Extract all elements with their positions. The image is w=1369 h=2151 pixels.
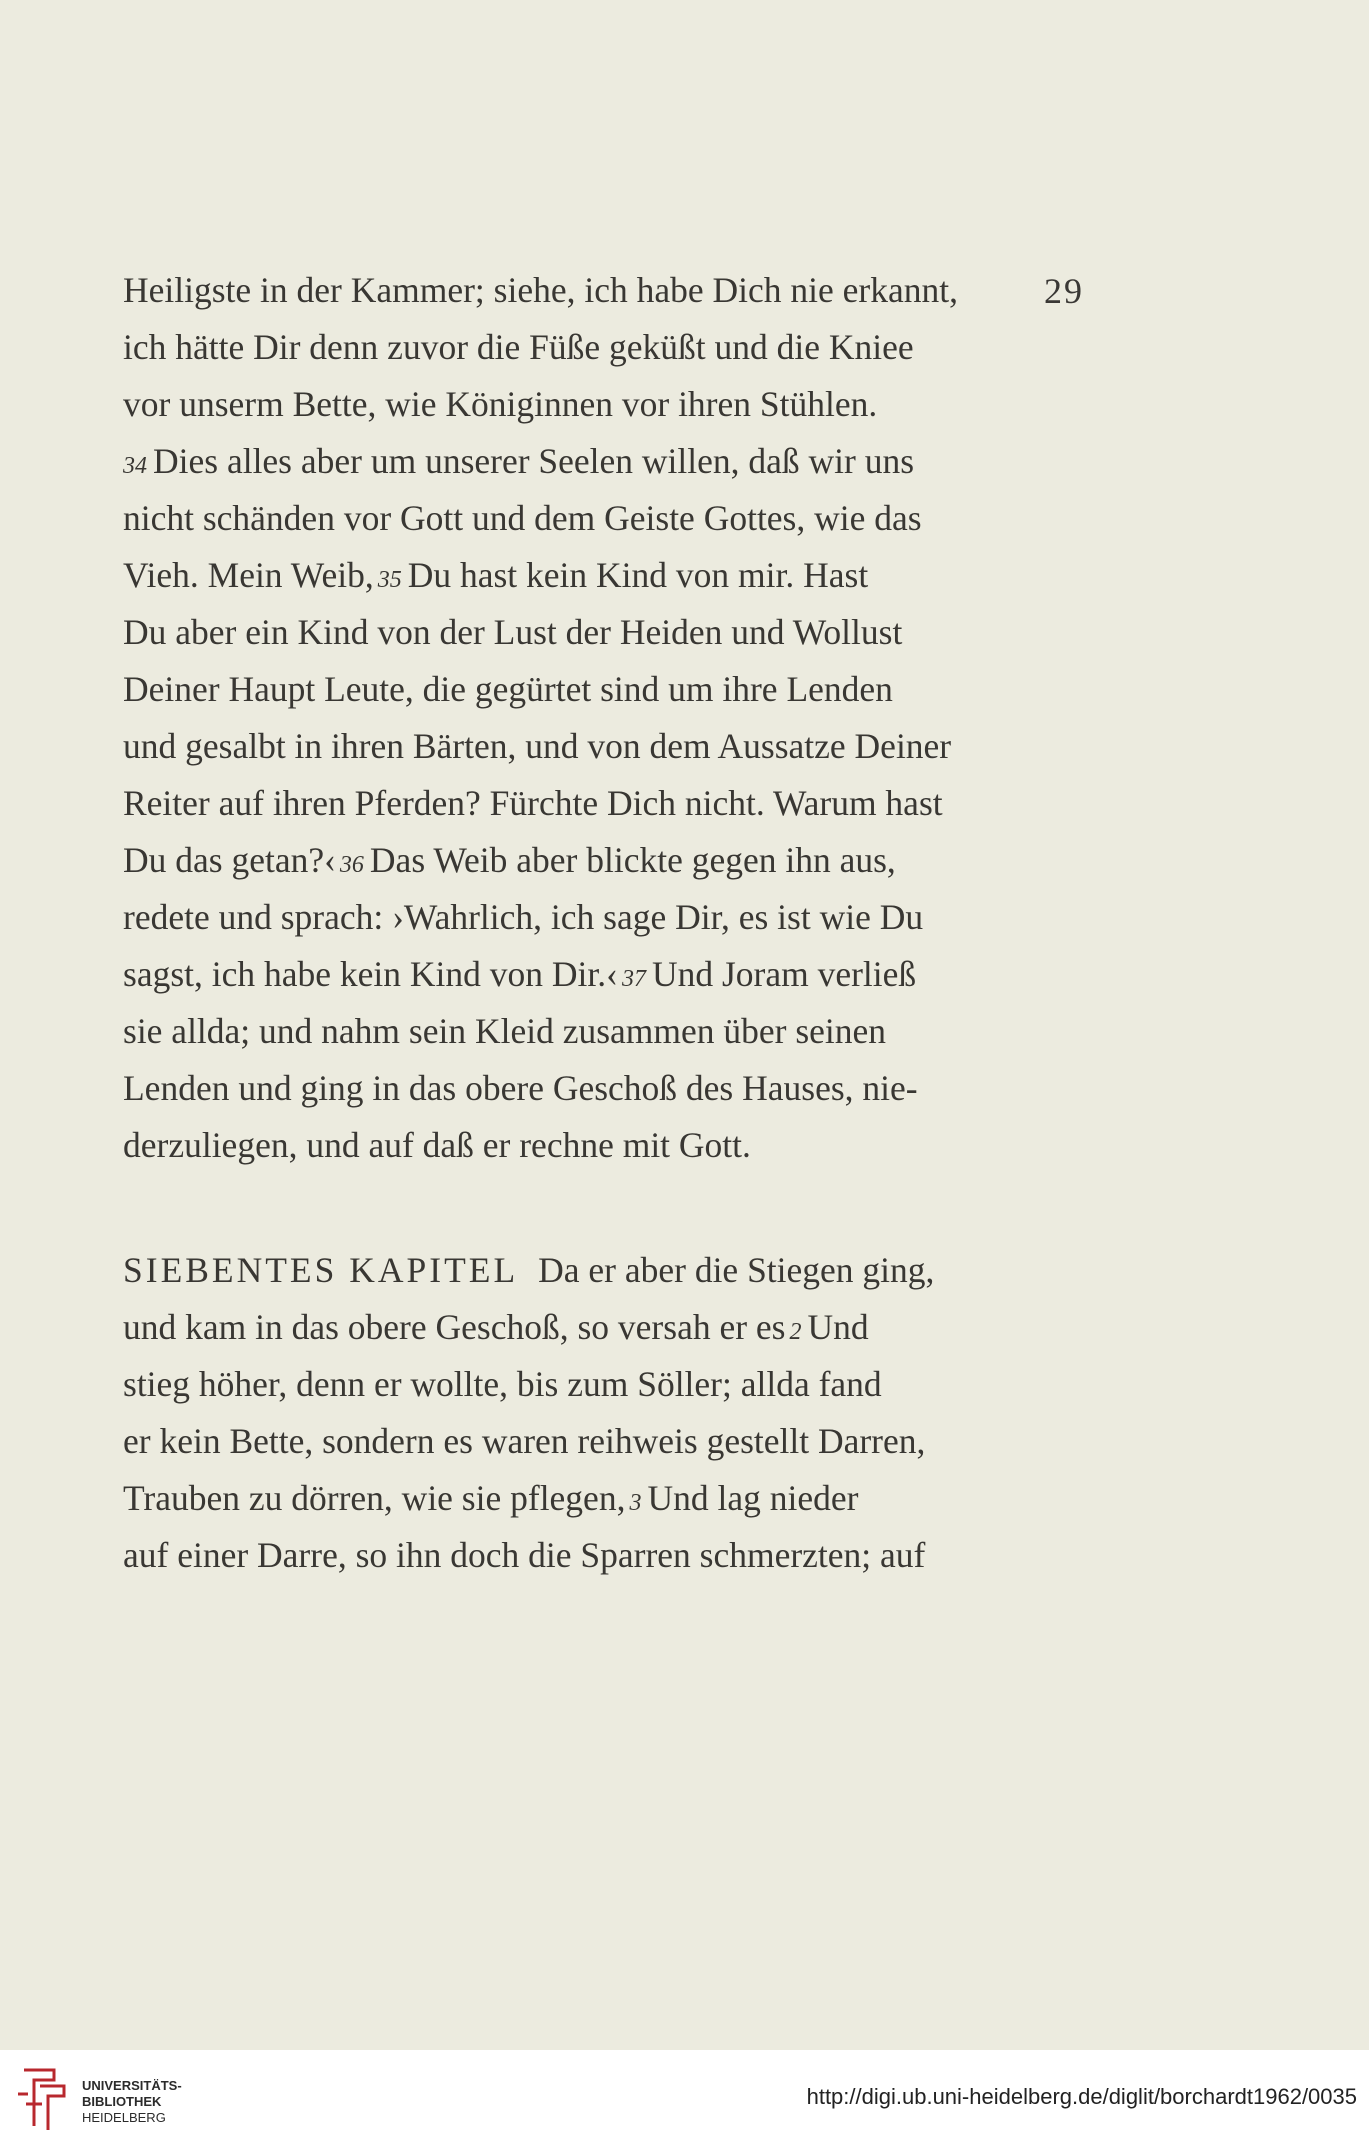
verse-number: 35	[377, 567, 402, 593]
text-run: Lenden und ging in das obere Geschoß des Hauses, nie-	[123, 1068, 918, 1108]
library-name-line-3: HEIDELBERG	[82, 2110, 166, 2125]
footer-bar	[0, 2050, 1369, 2151]
verse-number: 2	[789, 1319, 802, 1345]
text-run: Das Weib aber blickte gegen ihn aus,	[369, 840, 896, 880]
verse-number: 3	[629, 1490, 642, 1516]
text-run: auf einer Darre, so ihn doch die Sparren schmerzten; auf	[123, 1535, 926, 1575]
text-line	[123, 889, 1063, 946]
text-line	[123, 1003, 1063, 1060]
verse-number: 34	[123, 453, 147, 479]
text-run: vor unserm Bette, wie Königinnen vor ihren Stühlen.	[123, 384, 878, 424]
library-logo-icon[interactable]	[14, 2064, 70, 2134]
text-run: sagst, ich habe kein Kind von Dir.‹	[123, 954, 618, 994]
text-run: und gesalbt in ihren Bärten, und von dem Aussatze Deiner	[123, 726, 952, 766]
text-line	[123, 775, 1063, 832]
text-line	[123, 661, 1063, 718]
text-line	[123, 718, 1063, 775]
text-run: redete und sprach: ›Wahrlich, ich sage Dir, es ist wie Du	[123, 897, 924, 937]
verse-number: 36	[339, 852, 364, 878]
chapter-heading: SIEBENTES KAPITEL	[123, 1250, 519, 1290]
text-line	[123, 433, 1063, 490]
text-run: ich hätte Dir denn zuvor die Füße geküßt und die Kniee	[123, 327, 914, 367]
verse-number: 37	[621, 966, 646, 992]
text-line	[123, 604, 1063, 661]
paragraph-gap	[123, 1174, 1063, 1242]
text-line	[123, 1242, 1063, 1299]
text-run: Da er aber die Stiegen ging,	[538, 1250, 935, 1290]
text-run: Du aber ein Kind von der Lust der Heiden und Wollust	[123, 612, 903, 652]
library-name	[82, 2078, 182, 2126]
text-run: sie allda; und nahm sein Kleid zusammen über seinen	[123, 1011, 887, 1051]
text-run: Reiter auf ihren Pferden? Fürchte Dich nicht. Warum hast	[123, 783, 943, 823]
text-line	[123, 547, 1063, 604]
text-run: Du hast kein Kind von mir. Hast	[407, 555, 869, 595]
text-run: Vieh. Mein Weib,	[123, 555, 374, 595]
text-run: Du das getan?‹	[123, 840, 336, 880]
text-line	[123, 1527, 1063, 1584]
text-run: stieg höher, denn er wollte, bis zum Söller; allda fand	[123, 1364, 882, 1404]
text-run: und kam in das obere Geschoß, so versah er es	[123, 1307, 786, 1347]
body-text	[123, 262, 1063, 1584]
text-line	[123, 376, 1063, 433]
text-line	[123, 946, 1063, 1003]
text-run: nicht schänden vor Gott und dem Geiste Gottes, wie das	[123, 498, 922, 538]
text-line	[123, 1117, 1063, 1174]
text-run: Dies alles aber um unserer Seelen willen, daß wir uns	[153, 441, 915, 481]
text-line	[123, 832, 1063, 889]
text-line	[123, 490, 1063, 547]
text-run: Und lag nieder	[647, 1478, 859, 1518]
text-line	[123, 319, 1063, 376]
text-line	[123, 1413, 1063, 1470]
text-line	[123, 1356, 1063, 1413]
source-url-link[interactable]: http://digi.ub.uni-heidelberg.de/diglit/borchardt1962/0035	[806, 2084, 1357, 2109]
text-run: Deiner Haupt Leute, die gegürtet sind um ihre Lenden	[123, 669, 893, 709]
text-run: Und	[807, 1307, 869, 1347]
text-line	[123, 1470, 1063, 1527]
library-name-line-2: BIBLIOTHEK	[82, 2094, 162, 2109]
text-run: Heiligste in der Kammer; siehe, ich habe Dich nie erkannt,	[123, 270, 958, 310]
text-run: Trauben zu dörren, wie sie pflegen,	[123, 1478, 626, 1518]
library-name-line-1: UNIVERSITÄTS-	[82, 2078, 182, 2093]
text-run: Und Joram verließ	[651, 954, 917, 994]
text-run: er kein Bette, sondern es waren reihweis gestellt Darren,	[123, 1421, 926, 1461]
text-run: derzuliegen, und auf daß er rechne mit Gott.	[123, 1125, 751, 1165]
page-number: 29	[1044, 271, 1084, 311]
text-line	[123, 1299, 1063, 1356]
text-line	[123, 1060, 1063, 1117]
text-line	[123, 262, 1063, 319]
